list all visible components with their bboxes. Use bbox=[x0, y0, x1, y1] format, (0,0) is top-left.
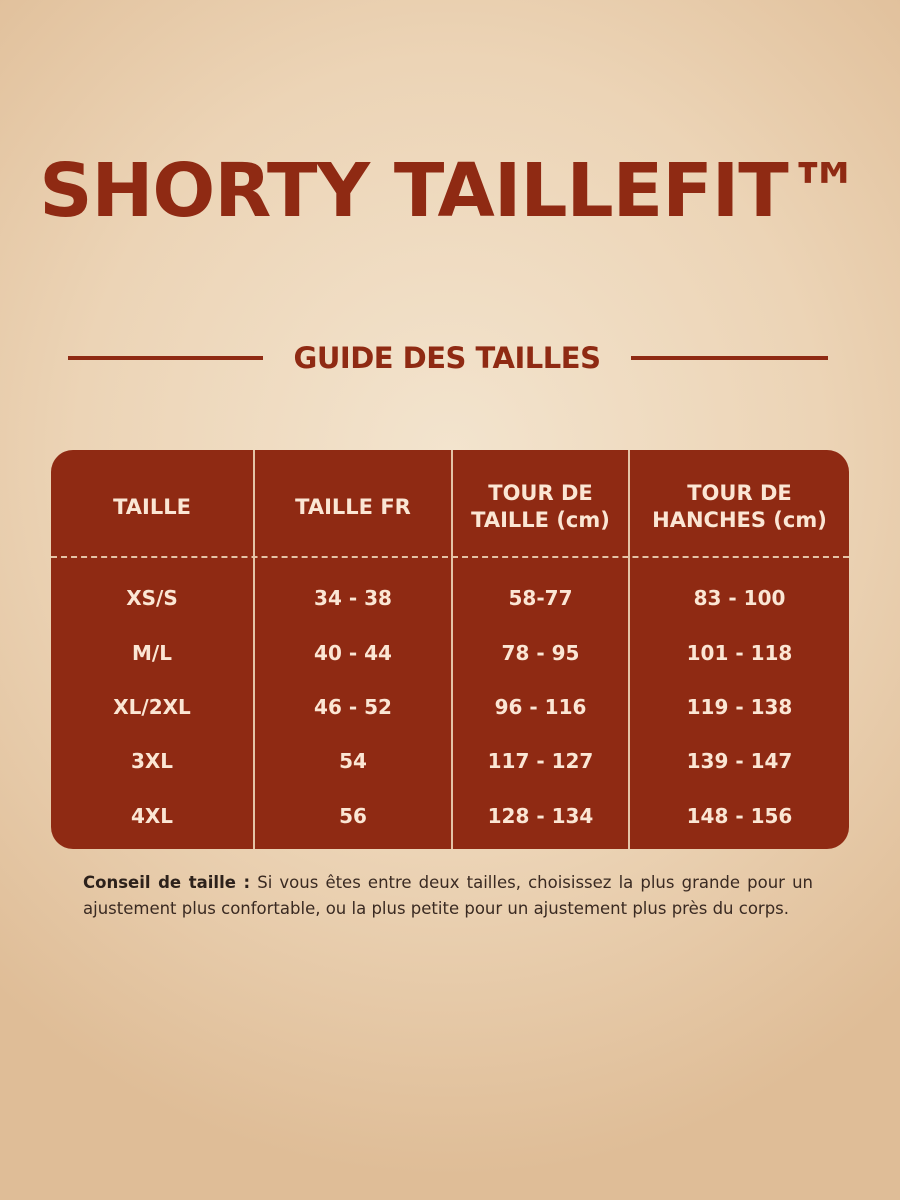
table-cell-hips: 148 - 156 bbox=[686, 804, 793, 828]
page-title: SHORTY TAILLEFIT™ bbox=[39, 148, 861, 234]
table-cell-size: XS/S bbox=[126, 586, 178, 610]
header-taille-fr: TAILLE FR bbox=[295, 494, 411, 519]
table-cell-hips: 83 - 100 bbox=[693, 586, 786, 610]
table-cell-fr: 34 - 38 bbox=[314, 586, 392, 610]
header-divider bbox=[51, 556, 849, 558]
table-cell-waist: 78 - 95 bbox=[501, 641, 580, 665]
table-cell-fr: 56 bbox=[339, 804, 367, 828]
size-advice-text: Si vous êtes entre deux tailles, choisissez la plus grande pour un ajustement plus confortable, ou la plus petite pour un ajustement plus près du corps. bbox=[83, 873, 813, 918]
subtitle-rule-left bbox=[68, 356, 263, 360]
page-subtitle: GUIDE DES TAILLES bbox=[293, 341, 601, 375]
header-tour-de-taille: TOUR DE TAILLE (cm) bbox=[471, 481, 610, 532]
table-cell-waist: 58-77 bbox=[508, 586, 573, 610]
table-cell-waist: 117 - 127 bbox=[487, 749, 594, 773]
subtitle-row bbox=[68, 338, 830, 378]
table-cell-fr: 46 - 52 bbox=[314, 695, 392, 719]
table-cell-hips: 119 - 138 bbox=[686, 695, 793, 719]
size-advice-note bbox=[83, 870, 813, 922]
table-cell-size: 3XL bbox=[130, 749, 174, 773]
subtitle-rule-right bbox=[631, 356, 828, 360]
size-advice-label: Conseil de taille : bbox=[83, 873, 251, 892]
table-cell-waist: 96 - 116 bbox=[494, 695, 587, 719]
header-tour-de-hanches: TOUR DE HANCHES (cm) bbox=[652, 481, 827, 532]
table-cell-fr: 54 bbox=[339, 749, 367, 773]
table-cell-size: M/L bbox=[132, 641, 172, 665]
table-cell-size: 4XL bbox=[130, 804, 174, 828]
header-taille: TAILLE bbox=[113, 494, 191, 519]
table-cell-waist: 128 - 134 bbox=[487, 804, 594, 828]
table-cell-hips: 101 - 118 bbox=[686, 641, 793, 665]
table-cell-size: XL/2XL bbox=[113, 695, 191, 719]
table-cell-fr: 40 - 44 bbox=[314, 641, 392, 665]
size-table bbox=[51, 450, 849, 849]
table-cell-hips: 139 - 147 bbox=[686, 749, 793, 773]
